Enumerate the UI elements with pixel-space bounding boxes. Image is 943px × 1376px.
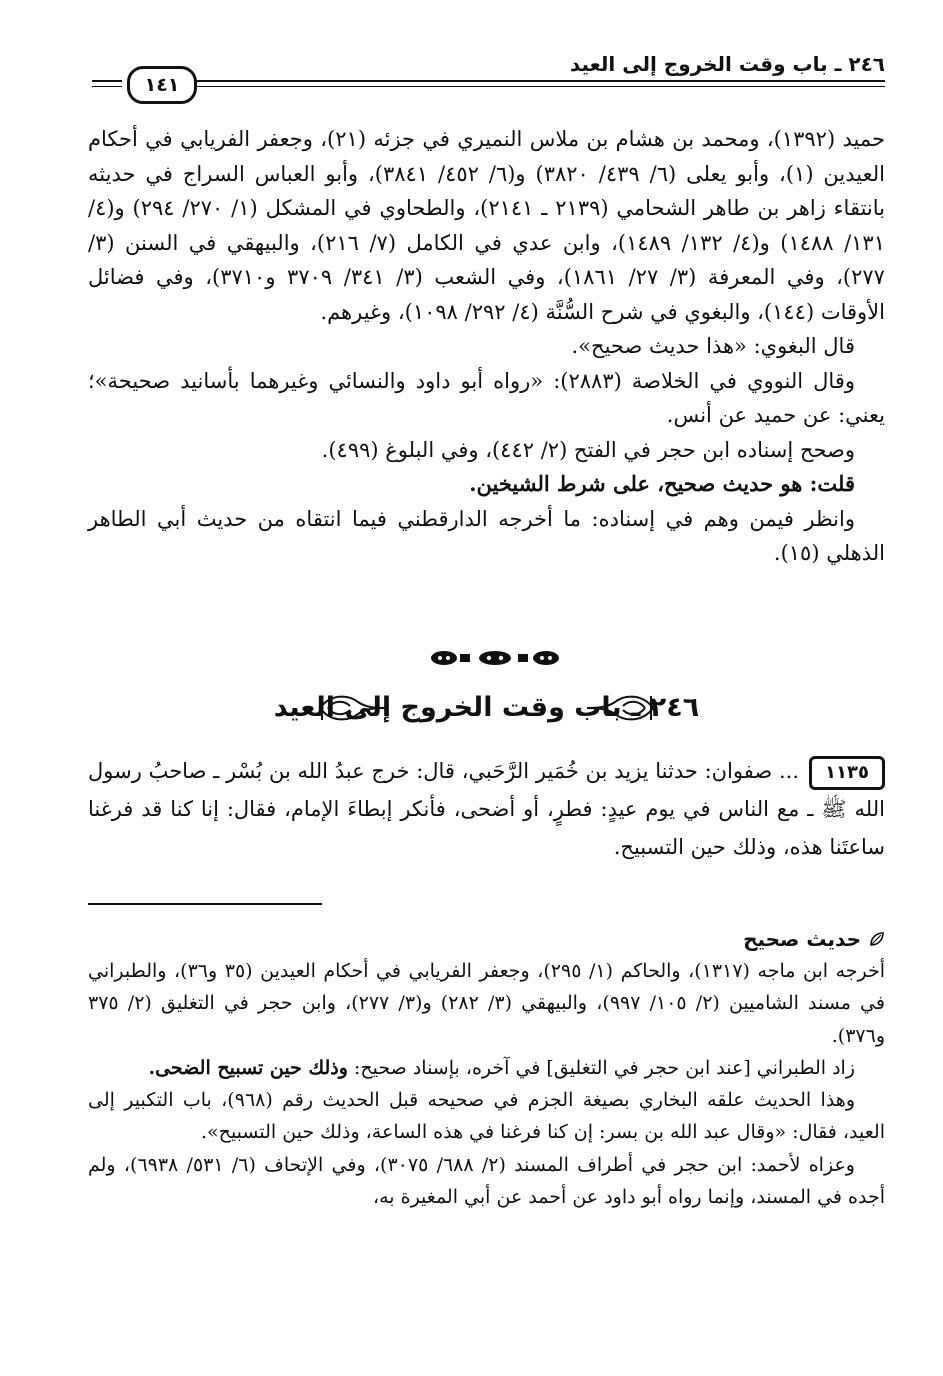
commentary-paragraph: قال البغوي: «هذا حديث صحيح». — [571, 334, 855, 358]
takhrij-block — [88, 955, 885, 1213]
hadith-paragraph — [88, 752, 885, 866]
flourish-left-icon — [318, 690, 388, 726]
grade-label: حديث صحيح — [743, 927, 861, 951]
running-title: ٢٤٦ ـ باب وقت الخروج إلى العيد — [569, 52, 885, 76]
header-rule-stub-thin — [92, 86, 122, 87]
commentary-paragraph: وانظر فيمن وهم في إسناده: ما أخرجه الدارقطني فيما انتقاه من حديث أبي الطاهر الذهلي (١٥). — [88, 506, 885, 565]
addition-note: زاد الطبراني [عند ابن حجر في التغليق] في آخره، بإسناد صحيح: — [347, 1056, 855, 1079]
hadith-number: ١١٣٥ — [809, 756, 885, 790]
chapter-title: ٢٤٦ ـ باب وقت الخروج إلى العيد — [273, 692, 700, 723]
hadith-grade — [743, 924, 885, 954]
author-verdict: قلت: هو حديث صحيح، على شرط الشيخين. — [469, 471, 855, 496]
commentary-block — [88, 122, 885, 571]
section-ornament-icon — [430, 648, 560, 668]
leaf-icon — [869, 931, 885, 947]
takhrij-paragraph — [88, 1052, 885, 1084]
commentary-paragraph: وقال النووي في الخلاصة (٢٨٨٣): «رواه أبو داود والنسائي وغيرهما بأسانيد صحيحة»؛ يعني: عن حميد عن أنس. — [88, 368, 885, 427]
page-number: ١٤١ — [127, 66, 197, 104]
chapter-heading — [88, 686, 885, 730]
takhrij-paragraph: وهذا الحديث علقه البخاري بصيغة الجزم في صحيحه قبل الحديث رقم (٩٦٨)، باب التكبير إلى العيد، فقال: «وقال عبد الله بن بسر: إن كنا فرغنا في هذه الساعة، وذلك حين التسبيح». — [88, 1089, 885, 1144]
header-rule-thin — [195, 86, 885, 87]
header-rule — [195, 80, 885, 82]
header-rule-stub — [92, 80, 122, 82]
hadith-text: ... صفوان: حدثنا يزيد بن خُمَير الرَّحَبي، قال: خرج عبدُ الله بن بُسْر ـ صاحبُ رسول الله ﷺ ـ مع الناس في يوم عيدٍ: فطرٍ، أو أضحى، فأنكر إبطاءَ الإمام، فقال: إنا كنا قد فرغنا ساعتَنا هذه، وذلك حين التسبيح. — [88, 759, 885, 859]
hadith-block — [88, 752, 885, 866]
takhrij-paragraph: وعزاه لأحمد: ابن حجر في أطراف المسند (٢/ ٦٨٨/ ٣٠٧٥)، وفي الإتحاف (٦/ ٥٣١/ ٦٩٣٨)، ولم أجده في المسند، وإنما رواه أبو داود عن أحمد عن أبي المغيرة به، — [88, 1153, 885, 1209]
commentary-paragraph: حميد (١٣٩٢)، ومحمد بن هشام بن ملاس النميري في جزئه (٢١)، وجعفر الفريابي في أحكام العيدين (١)، وأبو يعلى (٦/ ٤٣٩/ ٣٨٢٠) و(٦/ ٤٥٢/ ٣٨٤١)، وأبو العباس السراج في حديثه بانتقاء زاهر بن طاهر الشحامي (٢١٣٩ ـ ٢١٤١)، والطحاوي في المشكل (١/ ٢٧٠/ ٢٩٤) و(٤/ ١٣١/ ١٤٨٨) و(٤/ ١٣٢/ ١٤٨٩)، وابن عدي في الكامل (٧/ ٢١٦)، والبيهقي في السنن (٣/ ٢٧٧)، وفي المعرفة (٣/ ٢٧/ ١٨٦١)، وفي الشعب (٣/ ٣٤١/ ٣٧٠٩ و٣٧١٠)، وفي فضائل الأوقات (١٤٤)، والبغوي في شرح السُّنَّة (٤/ ٢٩٢/ ١٠٩٨)، وغيرهم. — [88, 127, 885, 324]
addition-text: وذلك حين تسبيح الضحى. — [148, 1056, 348, 1079]
takhrij-paragraph: أخرجه ابن ماجه (١٣١٧)، والحاكم (١/ ٢٩٥)، وجعفر الفريابي في أحكام العيدين (٣٥ و٣٦)، والطبراني في مسند الشاميين (٢/ ١٠٥/ ٩٩٧)، والبيهقي (٣/ ٢٨٢) و(٣/ ٢٧٧)، وابن حجر في التغليق (٢/ ٣٧٥ و٣٧٦). — [88, 960, 886, 1047]
commentary-paragraph: وصحح إسناده ابن حجر في الفتح (٢/ ٤٤٢)، وفي البلوغ (٤٩٩). — [321, 437, 855, 462]
footnote-divider — [88, 903, 322, 905]
